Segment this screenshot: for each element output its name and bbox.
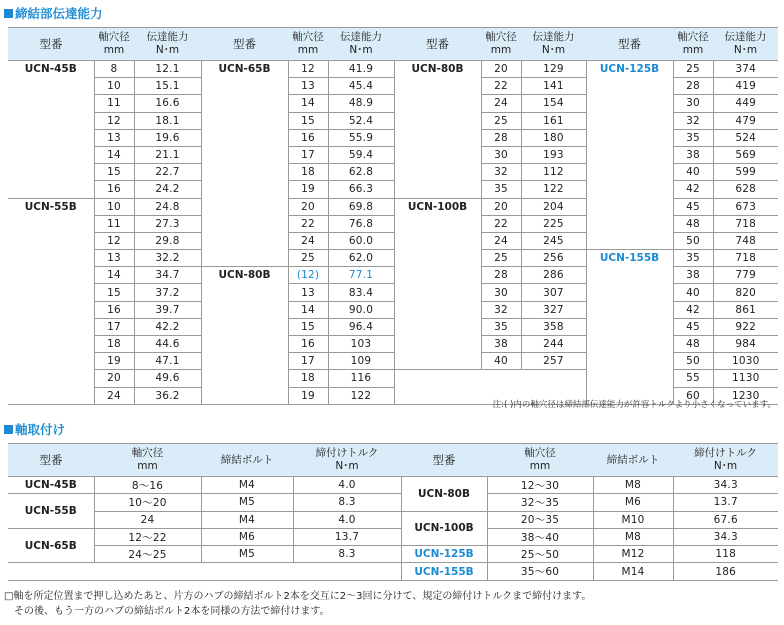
header-bore: 軸穴径 mm: [288, 28, 328, 61]
header-model: 型番: [394, 28, 481, 61]
capacity-cell: 36.2: [134, 387, 201, 404]
table-row: [8, 528, 778, 545]
bore-cell: 38: [673, 267, 713, 284]
capacity-cell: 718: [713, 215, 778, 232]
footnote: [4, 589, 591, 619]
capacity-cell: 225: [521, 215, 586, 232]
model-cell: UCN-55B: [8, 494, 94, 529]
bore-cell: 48: [673, 336, 713, 353]
capacity-cell: 244: [521, 336, 586, 353]
bore-cell: 55: [673, 370, 713, 387]
capacity-cell: 32.2: [134, 250, 201, 267]
capacity-cell: 286: [521, 267, 586, 284]
capacity-cell: 180: [521, 129, 586, 146]
bore-cell: 30: [481, 146, 521, 163]
mounting-table: [8, 443, 778, 581]
bore-cell: 15: [94, 284, 134, 301]
capacity-cell: 59.4: [328, 146, 394, 163]
bore-cell: 35: [481, 181, 521, 198]
capacity-cell: 24.2: [134, 181, 201, 198]
table-note: 注:( )内の軸穴径は締結部伝達能力が許容トルクより小さくなっています。: [492, 400, 776, 410]
footnote-line-1: □軸を所定位置まで押し込めたあと、片方のハブの締結ボルト2本を交互に2～3回に分けて、規定の締付けトルクまで締付けます。: [4, 591, 592, 602]
model-cell: UCN-100B: [401, 511, 487, 546]
bore-cell: 16: [94, 181, 134, 198]
torque-cell: 118: [673, 546, 778, 563]
model-cell: UCN-55B: [8, 198, 94, 404]
bore-cell: 25: [481, 112, 521, 129]
bore-cell: 42: [673, 301, 713, 318]
bore-cell: 22: [288, 215, 328, 232]
model-cell: UCN-125B: [586, 61, 673, 250]
header-bolt: 締結ボルト: [593, 444, 673, 477]
bore-cell: 18: [94, 336, 134, 353]
bore-cell: 19: [288, 387, 328, 404]
bore-cell: 20: [481, 61, 521, 78]
bore-cell: 14: [94, 146, 134, 163]
capacity-cell: 45.4: [328, 78, 394, 95]
capacity-cell: 599: [713, 164, 778, 181]
torque-cell: 67.6: [673, 511, 778, 528]
model-cell: UCN-155B: [401, 563, 487, 580]
capacity-cell: 62.8: [328, 164, 394, 181]
model-cell: UCN-45B: [8, 61, 94, 199]
torque-cell: 13.7: [293, 528, 401, 545]
capacity-cell: 76.8: [328, 215, 394, 232]
bore-cell: 25～50: [487, 546, 593, 563]
bore-cell: 16: [288, 336, 328, 353]
capacity-cell: 129: [521, 61, 586, 78]
bore-cell: 17: [94, 318, 134, 335]
capacity-cell: 52.4: [328, 112, 394, 129]
bore-cell: 10: [94, 198, 134, 215]
table-row: [8, 250, 778, 267]
bore-cell: 32: [481, 301, 521, 318]
table-row: [8, 494, 778, 511]
capacity-cell: 49.6: [134, 370, 201, 387]
capacity-cell: 27.3: [134, 215, 201, 232]
capacity-cell: 569: [713, 146, 778, 163]
bore-cell: 30: [673, 95, 713, 112]
header-model: 型番: [8, 444, 94, 477]
bore-cell: 38: [481, 336, 521, 353]
bolt-cell: M8: [593, 528, 673, 545]
footnote-line-2: その後、もう一方のハブの締結ボルト2本を同様の方法で締付けます。: [14, 606, 330, 617]
bore-cell: 60: [673, 387, 713, 404]
header-capacity: 伝達能力 N･m: [713, 28, 778, 61]
capacity-cell: 257: [521, 353, 586, 370]
bore-cell: 15: [288, 318, 328, 335]
capacity-cell: 69.8: [328, 198, 394, 215]
capacity-cell: 44.6: [134, 336, 201, 353]
bore-cell: 22: [481, 215, 521, 232]
transmission-section-title: 締結部伝達能力: [4, 4, 103, 22]
torque-cell: 4.0: [293, 511, 401, 528]
header-bore: 軸穴径 mm: [481, 28, 521, 61]
bolt-cell: M8: [593, 477, 673, 494]
bore-cell: 12: [288, 61, 328, 78]
torque-cell: 34.3: [673, 528, 778, 545]
capacity-cell: 47.1: [134, 353, 201, 370]
mounting-section-title: 軸取付け: [4, 420, 65, 438]
capacity-cell: 109: [328, 353, 394, 370]
capacity-cell: 15.1: [134, 78, 201, 95]
bore-cell: 10: [94, 78, 134, 95]
bore-cell: 17: [288, 146, 328, 163]
bore-cell: 40: [673, 164, 713, 181]
empty-cell: [8, 563, 401, 580]
bore-cell: 24: [94, 387, 134, 404]
square-bullet-icon: [4, 425, 13, 434]
header-bore: 軸穴径 mm: [487, 444, 593, 477]
capacity-cell: 748: [713, 232, 778, 249]
bore-cell: (12): [288, 267, 328, 284]
table-row: [8, 61, 778, 78]
capacity-cell: 327: [521, 301, 586, 318]
table-row: [8, 546, 778, 563]
capacity-cell: 358: [521, 318, 586, 335]
bore-cell: 40: [481, 353, 521, 370]
header-torque: 締付けトルク N･m: [673, 444, 778, 477]
capacity-cell: 861: [713, 301, 778, 318]
capacity-cell: 922: [713, 318, 778, 335]
header-capacity: 伝達能力 N･m: [521, 28, 586, 61]
bore-cell: 12～30: [487, 477, 593, 494]
bore-cell: 20: [481, 198, 521, 215]
bore-cell: 14: [288, 95, 328, 112]
capacity-cell: 193: [521, 146, 586, 163]
capacity-cell: 66.3: [328, 181, 394, 198]
capacity-cell: 112: [521, 164, 586, 181]
bore-cell: 12～22: [94, 528, 201, 545]
bore-cell: 22: [481, 78, 521, 95]
capacity-cell: 245: [521, 232, 586, 249]
capacity-cell: 116: [328, 370, 394, 387]
bore-cell: 32: [481, 164, 521, 181]
capacity-cell: 42.2: [134, 318, 201, 335]
bore-cell: 32: [673, 112, 713, 129]
capacity-cell: 48.9: [328, 95, 394, 112]
capacity-cell: 96.4: [328, 318, 394, 335]
bore-cell: 50: [673, 232, 713, 249]
bore-cell: 25: [481, 250, 521, 267]
header-model: 型番: [8, 28, 94, 61]
bore-cell: 25: [288, 250, 328, 267]
bore-cell: 24: [481, 232, 521, 249]
capacity-cell: 628: [713, 181, 778, 198]
torque-cell: 34.3: [673, 477, 778, 494]
bore-cell: 35～60: [487, 563, 593, 580]
bore-cell: 35: [673, 129, 713, 146]
capacity-cell: 22.7: [134, 164, 201, 181]
capacity-cell: 256: [521, 250, 586, 267]
capacity-cell: 122: [521, 181, 586, 198]
bolt-cell: M14: [593, 563, 673, 580]
bore-cell: 17: [288, 353, 328, 370]
bore-cell: 8: [94, 61, 134, 78]
capacity-cell: 204: [521, 198, 586, 215]
torque-cell: 8.3: [293, 546, 401, 563]
model-cell: UCN-80B: [394, 61, 481, 199]
capacity-cell: 41.9: [328, 61, 394, 78]
capacity-cell: 122: [328, 387, 394, 404]
bore-cell: 13: [288, 78, 328, 95]
capacity-cell: 16.6: [134, 95, 201, 112]
capacity-cell: 103: [328, 336, 394, 353]
bore-cell: 13: [94, 250, 134, 267]
model-cell: UCN-125B: [401, 546, 487, 563]
bore-cell: 35: [673, 250, 713, 267]
model-cell: UCN-65B: [201, 61, 288, 267]
header-torque: 締付けトルク N･m: [293, 444, 401, 477]
bore-cell: 13: [94, 129, 134, 146]
capacity-cell: 820: [713, 284, 778, 301]
bore-cell: 50: [673, 353, 713, 370]
model-cell: UCN-80B: [201, 267, 288, 405]
bore-cell: 12: [94, 112, 134, 129]
bore-cell: 48: [673, 215, 713, 232]
capacity-cell: 83.4: [328, 284, 394, 301]
bore-cell: 35: [481, 318, 521, 335]
capacity-cell: 154: [521, 95, 586, 112]
bore-cell: 32～35: [487, 494, 593, 511]
bore-cell: 16: [288, 129, 328, 146]
capacity-cell: 374: [713, 61, 778, 78]
bore-cell: 11: [94, 215, 134, 232]
capacity-cell: 1030: [713, 353, 778, 370]
capacity-cell: 449: [713, 95, 778, 112]
bore-cell: 11: [94, 95, 134, 112]
capacity-cell: 673: [713, 198, 778, 215]
bore-cell: 12: [94, 232, 134, 249]
capacity-cell: 77.1: [328, 267, 394, 284]
header-bolt: 締結ボルト: [201, 444, 293, 477]
capacity-cell: 29.8: [134, 232, 201, 249]
capacity-cell: 524: [713, 129, 778, 146]
model-cell: UCN-65B: [8, 528, 94, 563]
bore-cell: 28: [481, 129, 521, 146]
bore-cell: 18: [288, 164, 328, 181]
capacity-cell: 141: [521, 78, 586, 95]
bolt-cell: M4: [201, 477, 293, 494]
capacity-cell: 18.1: [134, 112, 201, 129]
table-row: [8, 477, 778, 494]
capacity-cell: 161: [521, 112, 586, 129]
model-cell: UCN-155B: [586, 250, 673, 405]
capacity-cell: 34.7: [134, 267, 201, 284]
bore-cell: 16: [94, 301, 134, 318]
capacity-cell: 24.8: [134, 198, 201, 215]
table-row: [8, 563, 778, 580]
bore-cell: 45: [673, 198, 713, 215]
header-capacity: 伝達能力 N･m: [328, 28, 394, 61]
bore-cell: 20～35: [487, 511, 593, 528]
bore-cell: 24: [94, 511, 201, 528]
capacity-cell: 419: [713, 78, 778, 95]
capacity-cell: 779: [713, 267, 778, 284]
capacity-cell: 90.0: [328, 301, 394, 318]
bore-cell: 45: [673, 318, 713, 335]
torque-cell: 4.0: [293, 477, 401, 494]
bore-cell: 24: [288, 232, 328, 249]
bore-cell: 19: [94, 353, 134, 370]
torque-cell: 13.7: [673, 494, 778, 511]
bore-cell: 13: [288, 284, 328, 301]
bore-cell: 38: [673, 146, 713, 163]
capacity-cell: 62.0: [328, 250, 394, 267]
bore-cell: 19: [288, 181, 328, 198]
header-model: 型番: [586, 28, 673, 61]
bolt-cell: M5: [201, 546, 293, 563]
header-bore: 軸穴径 mm: [94, 28, 134, 61]
capacity-cell: 307: [521, 284, 586, 301]
capacity-cell: 984: [713, 336, 778, 353]
bore-cell: 25: [673, 61, 713, 78]
capacity-cell: 479: [713, 112, 778, 129]
bolt-cell: M4: [201, 511, 293, 528]
bore-cell: 42: [673, 181, 713, 198]
transmission-capacity-table: [8, 27, 778, 405]
bore-cell: 30: [481, 284, 521, 301]
bore-cell: 10～20: [94, 494, 201, 511]
table-row: [8, 511, 778, 528]
header-bore: 軸穴径 mm: [94, 444, 201, 477]
bore-cell: 38～40: [487, 528, 593, 545]
header-bore: 軸穴径 mm: [673, 28, 713, 61]
capacity-cell: 19.6: [134, 129, 201, 146]
bolt-cell: M10: [593, 511, 673, 528]
torque-cell: 186: [673, 563, 778, 580]
bore-cell: 18: [288, 370, 328, 387]
bore-cell: 15: [288, 112, 328, 129]
model-cell: UCN-80B: [401, 477, 487, 512]
capacity-cell: 1230: [713, 387, 778, 404]
capacity-cell: 55.9: [328, 129, 394, 146]
model-cell: UCN-100B: [394, 198, 481, 370]
bore-cell: 8～16: [94, 477, 201, 494]
bore-cell: 40: [673, 284, 713, 301]
capacity-cell: 12.1: [134, 61, 201, 78]
capacity-cell: 39.7: [134, 301, 201, 318]
capacity-cell: 37.2: [134, 284, 201, 301]
torque-cell: 8.3: [293, 494, 401, 511]
capacity-cell: 718: [713, 250, 778, 267]
capacity-cell: 60.0: [328, 232, 394, 249]
bore-cell: 20: [94, 370, 134, 387]
bore-cell: 24～25: [94, 546, 201, 563]
bore-cell: 14: [94, 267, 134, 284]
bolt-cell: M6: [201, 528, 293, 545]
bolt-cell: M5: [201, 494, 293, 511]
bolt-cell: M12: [593, 546, 673, 563]
header-model: 型番: [401, 444, 487, 477]
bore-cell: 14: [288, 301, 328, 318]
capacity-cell: 1130: [713, 370, 778, 387]
bore-cell: 28: [673, 78, 713, 95]
header-model: 型番: [201, 28, 288, 61]
header-capacity: 伝達能力 N･m: [134, 28, 201, 61]
model-cell: UCN-45B: [8, 477, 94, 494]
bore-cell: 24: [481, 95, 521, 112]
capacity-cell: 21.1: [134, 146, 201, 163]
square-bullet-icon: [4, 9, 13, 18]
bore-cell: 15: [94, 164, 134, 181]
bore-cell: 20: [288, 198, 328, 215]
bore-cell: 28: [481, 267, 521, 284]
bolt-cell: M6: [593, 494, 673, 511]
